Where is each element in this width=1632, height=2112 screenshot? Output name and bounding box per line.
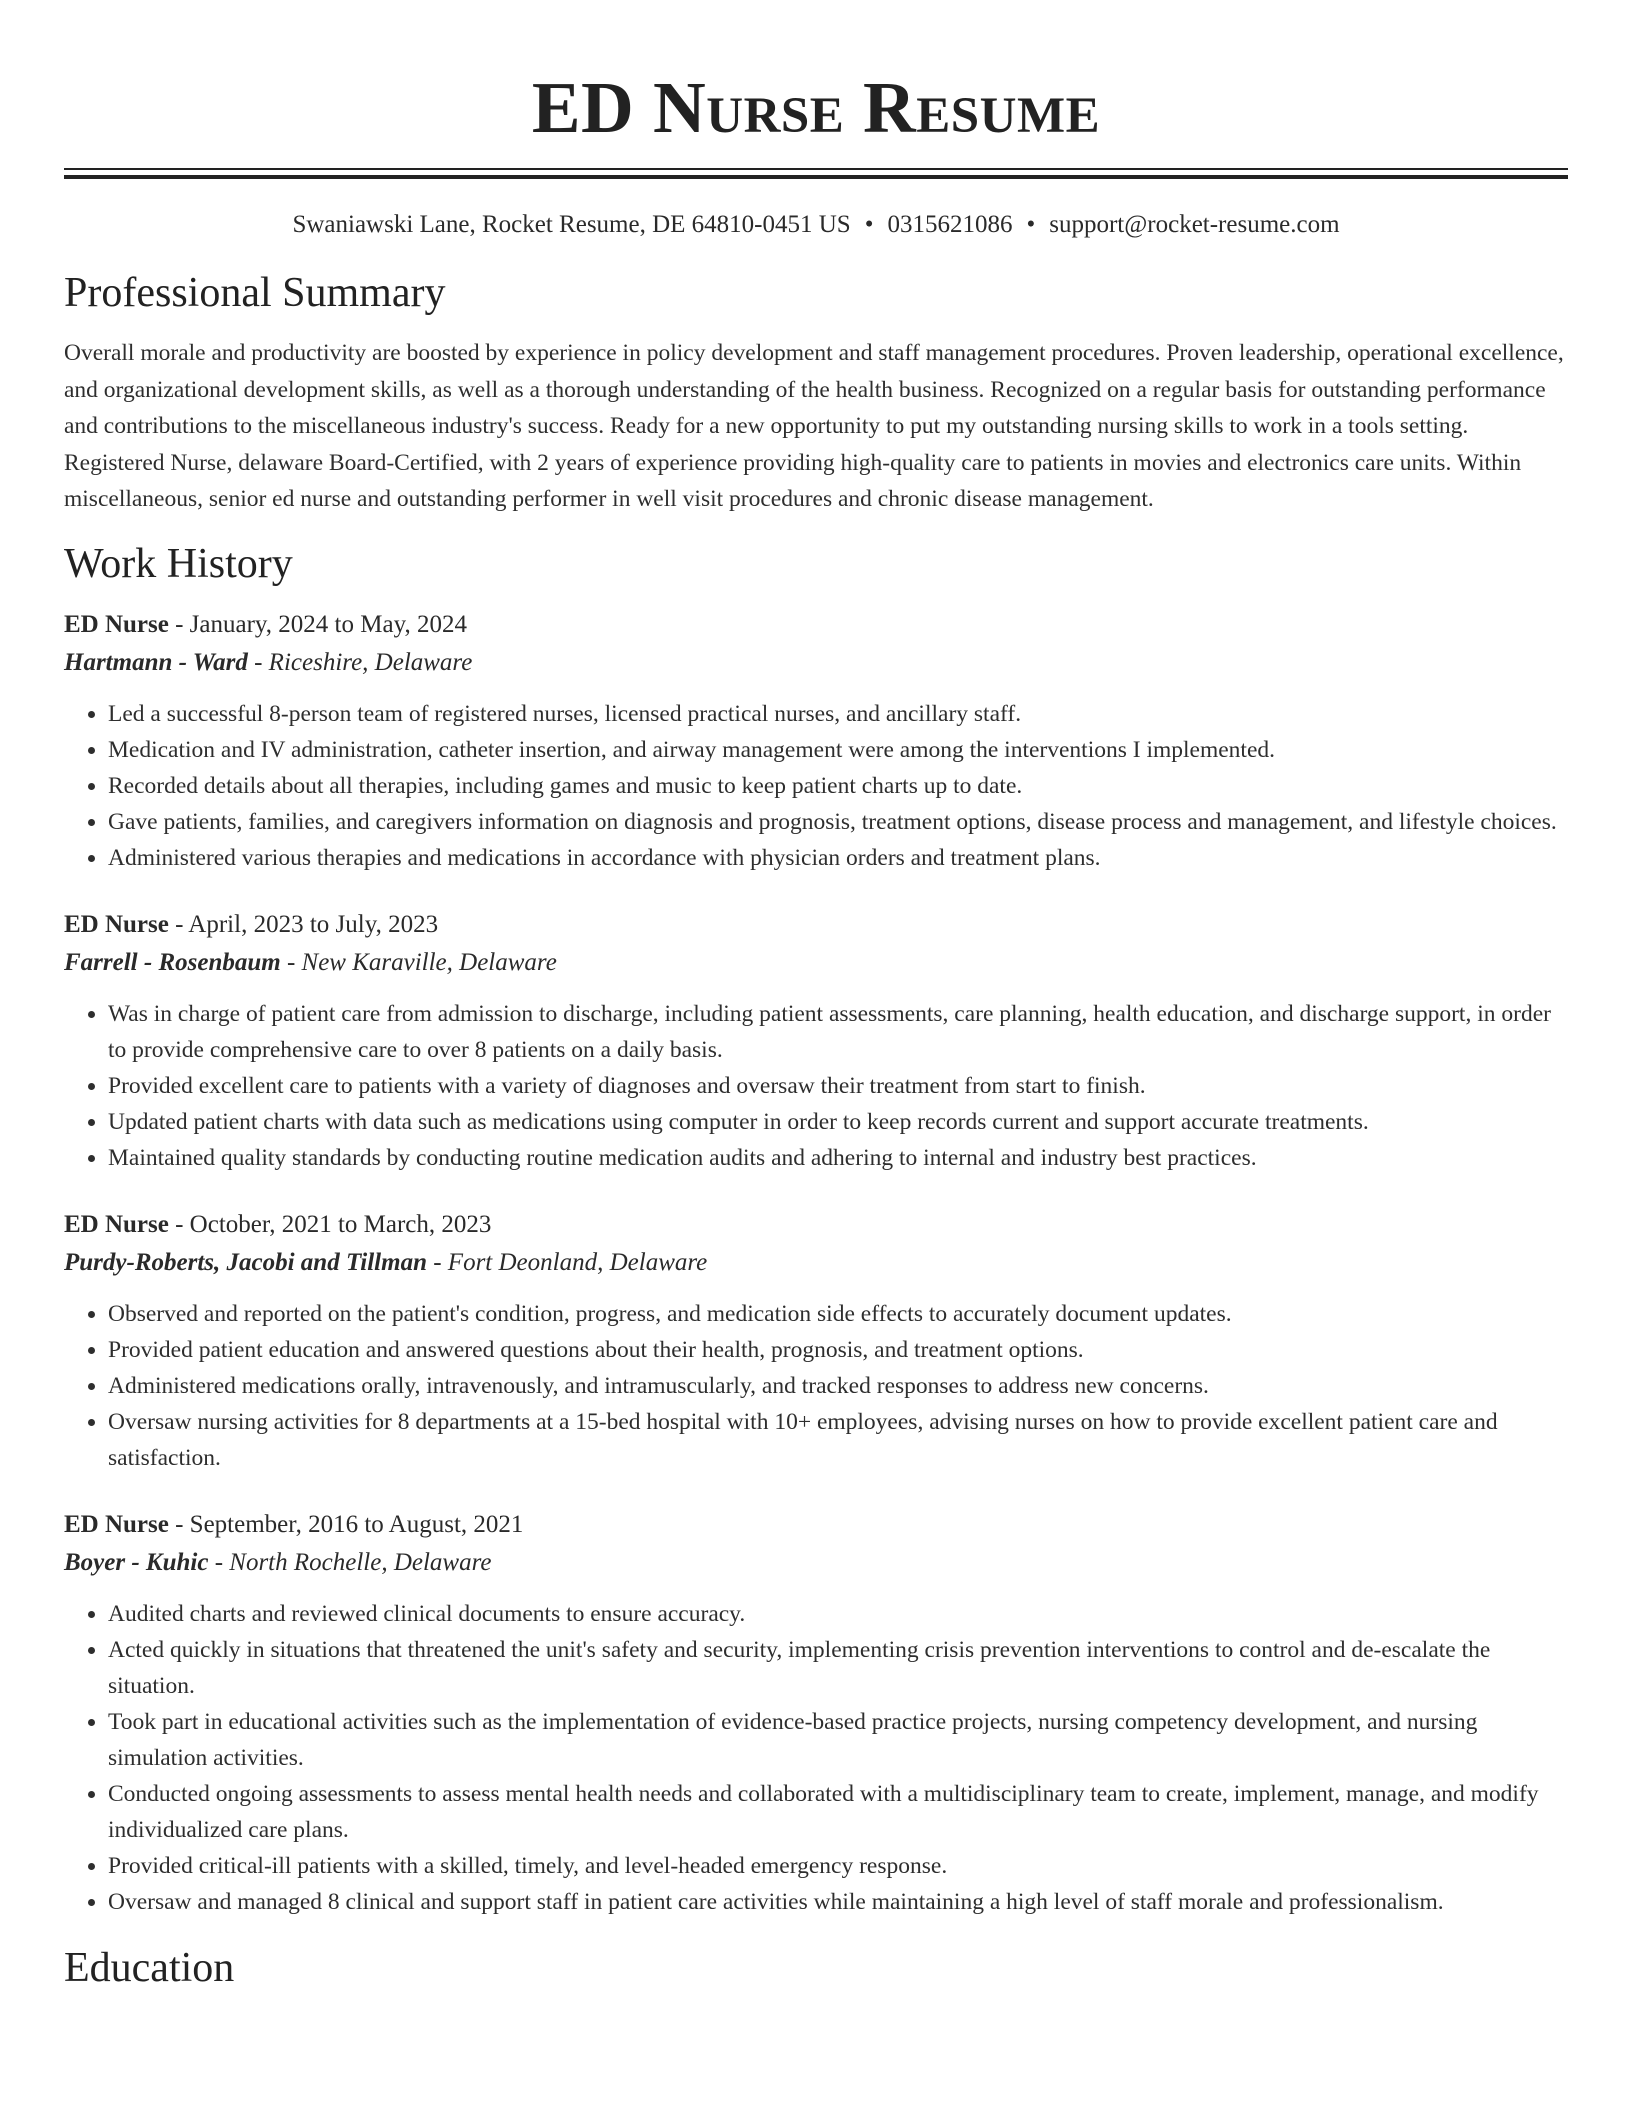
- job-dates: - September, 2016 to August, 2021: [175, 1510, 524, 1538]
- section-title-work-history: Work History: [64, 540, 293, 587]
- company-location: - North Rochelle, Delaware: [214, 1548, 492, 1576]
- contact-separator: •: [1026, 211, 1036, 238]
- job-bullets: [64, 696, 1568, 876]
- resume-title: ED Nurse Resume: [531, 67, 1101, 148]
- company-line: [64, 944, 1568, 982]
- company-name: Farrell - Rosenbaum: [64, 948, 281, 976]
- job-bullet: • Provided patient education and answered questions about their health, prognosis, and treatment options.: [108, 1332, 1568, 1368]
- job-title: ED Nurse: [64, 1210, 169, 1238]
- job-bullet: • Provided excellent care to patients with a variety of diagnoses and oversaw their treatment from start to finish.: [108, 1068, 1568, 1104]
- job-bullets: [64, 1596, 1568, 1920]
- job-title: ED Nurse: [64, 610, 169, 638]
- job-bullet: • Maintained quality standards by conducting routine medication audits and adhering to internal and industry best practices.: [108, 1140, 1568, 1176]
- job-bullets: [64, 996, 1568, 1176]
- company-name: Purdy-Roberts, Jacobi and Tillman: [64, 1248, 427, 1276]
- job-bullet: • Took part in educational activities such as the implementation of evidence-based practice projects, nursing competency development, and nursing simulation activities.: [108, 1704, 1568, 1776]
- job-dates: - January, 2024 to May, 2024: [175, 610, 467, 638]
- job-bullet: • Oversaw nursing activities for 8 departments at a 15-bed hospital with 10+ employees, advising nurses on how to provide excellent patient care and satisfaction.: [108, 1404, 1568, 1476]
- job-bullet: • Led a successful 8-person team of registered nurses, licensed practical nurses, and ancillary staff.: [108, 696, 1568, 732]
- job-bullets: [64, 1296, 1568, 1476]
- job-title-line: [64, 1206, 1568, 1244]
- company-line: [64, 1544, 1568, 1582]
- contact-phone: 0315621086: [887, 211, 1013, 238]
- job-dates: - October, 2021 to March, 2023: [175, 1210, 492, 1238]
- job-bullet: • Oversaw and managed 8 clinical and support staff in patient care activities while maintaining a high level of staff morale and professionalism.: [108, 1884, 1568, 1920]
- company-line: [64, 1244, 1568, 1282]
- job-entry: [64, 1506, 1568, 1920]
- job-title: ED Nurse: [64, 1510, 169, 1538]
- job-bullet: • Updated patient charts with data such as medications using computer in order to keep records current and support accurate treatments.: [108, 1104, 1568, 1140]
- job-bullet: • Recorded details about all therapies, including games and music to keep patient charts up to date.: [108, 768, 1568, 804]
- section-title-education: Education: [64, 1944, 235, 1991]
- job-title: ED Nurse: [64, 910, 169, 938]
- company-location: - Riceshire, Delaware: [254, 648, 473, 676]
- job-bullet: • Administered various therapies and medications in accordance with physician orders and treatment plans.: [108, 840, 1568, 876]
- summary-text: Overall morale and productivity are boosted by experience in policy development and staff management procedures. Proven leadership, operational excellence, and organizational development skills, as well as a thorough understanding of the health business. Recognized on a regular basis for outstanding performance and contributions to the miscellaneous industry's success. Ready for a new opportunity to put my outstanding nursing skills to work in a tools setting. Registered Nurse, delaware Board-Certified, with 2 years of experience providing high-quality care to patients in movies and electronics care units. Within miscellaneous, senior ed nurse and outstanding performer in well visit procedures and chronic disease management.: [64, 340, 1564, 512]
- job-entry: [64, 906, 1568, 1176]
- job-title-line: [64, 606, 1568, 644]
- job-bullet: • Medication and IV administration, catheter insertion, and airway management were among the interventions I implemented.: [108, 732, 1568, 768]
- contact-line: [64, 209, 1568, 241]
- job-title-line: [64, 906, 1568, 944]
- company-name: Boyer - Kuhic: [64, 1548, 209, 1576]
- job-bullet: • Gave patients, families, and caregivers information on diagnosis and prognosis, treatment options, disease process and management, and lifestyle choices.: [108, 804, 1568, 840]
- contact-separator: •: [864, 211, 874, 238]
- job-bullet: • Conducted ongoing assessments to assess mental health needs and collaborated with a multidisciplinary team to create, implement, manage, and modify individualized care plans.: [108, 1776, 1568, 1848]
- job-title-line: [64, 1506, 1568, 1544]
- job-entry: [64, 606, 1568, 876]
- job-bullet: • Administered medications orally, intravenously, and intramuscularly, and tracked responses to address new concerns.: [108, 1368, 1568, 1404]
- section-title-summary: Professional Summary: [64, 270, 446, 316]
- company-location: - New Karaville, Delaware: [286, 948, 557, 976]
- job-bullet: • Provided critical-ill patients with a skilled, timely, and level-headed emergency response.: [108, 1848, 1568, 1884]
- job-bullet: • Observed and reported on the patient's condition, progress, and medication side effects to accurately document updates.: [108, 1296, 1568, 1332]
- job-dates: - April, 2023 to July, 2023: [175, 910, 439, 938]
- job-bullet: • Acted quickly in situations that threatened the unit's safety and security, implementing crisis prevention interventions to control and de-escalate the situation.: [108, 1632, 1568, 1704]
- title-divider: [64, 168, 1568, 179]
- company-name: Hartmann - Ward: [64, 648, 248, 676]
- job-bullet: • Was in charge of patient care from admission to discharge, including patient assessments, care planning, health education, and discharge support, in order to provide comprehensive care to over 8 patients on a daily basis.: [108, 996, 1568, 1068]
- company-line: [64, 644, 1568, 682]
- company-location: - Fort Deonland, Delaware: [433, 1248, 708, 1276]
- job-bullet: • Audited charts and reviewed clinical documents to ensure accuracy.: [108, 1596, 1568, 1632]
- job-entry: [64, 1206, 1568, 1476]
- contact-email: support@rocket-resume.com: [1049, 211, 1340, 238]
- contact-address: Swaniawski Lane, Rocket Resume, DE 64810-0451 US: [292, 211, 851, 238]
